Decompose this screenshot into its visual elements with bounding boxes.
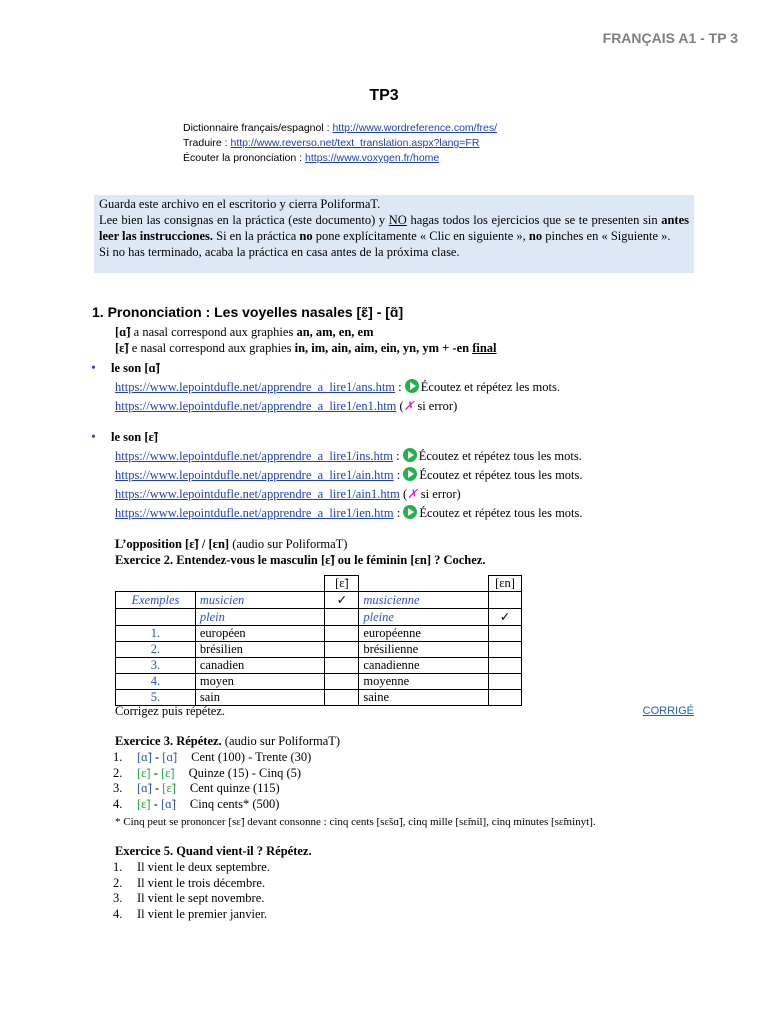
checkbox-cell-enn[interactable]: [488, 658, 521, 674]
resource-translate: Traduire : http://www.reverso.net/text_translation.aspx?lang=FR: [183, 137, 480, 149]
list-item: 2. [ɛ̃] - [ɛ̃] Quinze (15) - Cinq (5): [113, 765, 302, 780]
audio-link[interactable]: https://www.lepointdufle.net/apprendre_a_lire1/ain.htm: [115, 468, 394, 482]
link-row: https://www.lepointdufle.net/apprendre_a_lire1/ans.htm : Écoutez et répétez les mots.: [115, 380, 560, 394]
resource-dictionary: Dictionnaire français/espagnol : http://www.wordreference.com/fres/: [183, 122, 497, 134]
section-heading: 1. Prononciation : Les voyelles nasales [ɛ̃] - [ɑ̃]: [92, 304, 404, 320]
page-title: TP3: [369, 87, 399, 104]
exercise2-table: [115, 575, 522, 706]
x-icon: ✗: [407, 487, 418, 501]
resource-pronunciation: Écouter la prononciation : https://www.voxygen.fr/home: [183, 152, 440, 164]
exercise5-title: Exercice 5. Quand vient-il ? Répétez.: [115, 844, 312, 858]
checkmark-icon: ✓: [488, 609, 521, 626]
table-row: 3. canadien canadienne: [116, 658, 522, 674]
checkmark-icon: ✓: [325, 592, 359, 609]
son-e-heading: • le son [ɛ̃]: [91, 430, 159, 445]
list-item: 2. Il vient le trois décembre.: [113, 875, 266, 890]
course-header: FRANÇAIS A1 - TP 3: [602, 30, 738, 46]
corrigez-text: Corrigez puis répétez.: [115, 704, 226, 718]
checkbox-cell-en[interactable]: [325, 626, 359, 642]
dictionary-link[interactable]: http://www.wordreference.com/fres/: [332, 122, 497, 134]
exercise3-title: Exercice 3. Répétez. (audio sur PoliformaT): [115, 734, 341, 748]
table-row: 5. sain saine: [116, 690, 522, 706]
rule-a-nasal: [ɑ̃] a nasal correspond aux graphies an, am, en, em: [115, 325, 374, 339]
link-row: https://www.lepointdufle.net/apprendre_a_lire1/ien.htm : Écoutez et répétez tous les mots.: [115, 506, 583, 520]
list-item: 4. Il vient le premier janvier.: [113, 906, 268, 921]
pronunciation-link[interactable]: https://www.voxygen.fr/home: [305, 152, 440, 164]
resource-label: Dictionnaire: [183, 122, 239, 134]
rule-e-nasal: [ɛ̃] e nasal correspond aux graphies in, im, ain, aim, ein, yn, ym + -en final: [115, 341, 497, 355]
link-row: https://www.lepointdufle.net/apprendre_a_lire1/en1.htm (✗ si error): [115, 399, 458, 413]
table-header-row: [ɛ̃] [ɛn]: [116, 576, 522, 592]
exercise3-list: [113, 750, 311, 812]
footnote: * Cinq peut se prononcer [sɛ̃] devant consonne : cinq cents [sɛ̃sɑ̃], cinq mille [sɛ̃mil], cinq minutes [sɛ̃minyt].: [115, 816, 596, 828]
audio-link[interactable]: https://www.lepointdufle.net/apprendre_a_lire1/ien.htm: [115, 506, 394, 520]
son-a-heading: • le son [ɑ̃]: [91, 361, 160, 376]
list-item: 1. Il vient le deux septembre.: [113, 860, 270, 874]
table-row: 1. européen européenne: [116, 626, 522, 642]
play-icon: [403, 505, 417, 519]
checkbox-cell-en[interactable]: [325, 690, 359, 706]
checkbox-cell-enn[interactable]: [488, 642, 521, 658]
play-icon: [403, 467, 417, 481]
resource-label: Traduire: [183, 137, 222, 149]
resource-label: Écouter la prononciation: [183, 152, 297, 164]
link-row: https://www.lepointdufle.net/apprendre_a_lire1/ain.htm : Écoutez et répétez tous les mots.: [115, 468, 583, 482]
instructions-notice: Guarda este archivo en el escritorio y cierra PoliformaT. Lee bien las consignas en la práctica (este documento) y NO hagas todos los ejercicios que se te presenten sin antes leer las instrucciones. Si en la práctica no pone explícitamente « Clic en siguiente », no pinches en « Siguiente ». Si no has terminado, acaba la práctica en casa antes de la próxima clase.: [94, 195, 694, 273]
audio-link[interactable]: https://www.lepointdufle.net/apprendre_a_lire1/ins.htm: [115, 449, 393, 463]
list-item: 3. Il vient le sept novembre.: [113, 891, 265, 905]
list-item: 3. [ɑ̃] - [ɛ̃] Cent quinze (115): [113, 781, 280, 795]
audio-link[interactable]: https://www.lepointdufle.net/apprendre_a_lire1/ans.htm: [115, 380, 396, 394]
bullet-icon: •: [91, 361, 96, 376]
table-row: plein pleine ✓: [116, 609, 522, 626]
play-icon: [405, 379, 419, 393]
corrige-link[interactable]: CORRIGÉ: [642, 705, 694, 717]
table-row: 2. brésilien brésilienne: [116, 642, 522, 658]
link-row: https://www.lepointdufle.net/apprendre_a_lire1/ain1.htm (✗ si error): [115, 487, 461, 501]
checkbox-cell-en[interactable]: [325, 642, 359, 658]
checkbox-cell-enn[interactable]: [488, 690, 521, 706]
resource-links: [183, 121, 497, 166]
link-row: https://www.lepointdufle.net/apprendre_a_lire1/ins.htm : Écoutez et répétez tous les mots.: [115, 449, 582, 463]
exercise2-title: Exercice 2. Entendez-vous le masculin [ɛ̃] ou le féminin [ɛn] ? Cochez.: [115, 553, 486, 567]
play-icon: [403, 448, 417, 462]
table-row: Exemples musicien ✓ musicienne: [116, 592, 522, 609]
x-icon: ✗: [403, 399, 415, 413]
exercise5-list: [113, 860, 270, 922]
list-item: 4. [ɛ̃] - [ɑ̃] Cinq cents* (500): [113, 796, 280, 811]
translate-link[interactable]: http://www.reverso.net/text_translation.aspx?lang=FR: [230, 137, 480, 149]
checkbox-cell-enn[interactable]: [488, 626, 521, 642]
checkbox-cell-enn[interactable]: [488, 674, 521, 690]
checkbox-cell-en[interactable]: [325, 674, 359, 690]
list-item: 1. [ɑ̃] - [ɑ̃] Cent (100) - Trente (30): [113, 750, 312, 764]
bullet-icon: •: [91, 430, 96, 445]
audio-link[interactable]: https://www.lepointdufle.net/apprendre_a_lire1/en1.htm: [115, 399, 397, 413]
checkbox-cell-en[interactable]: [325, 658, 359, 674]
audio-link[interactable]: https://www.lepointdufle.net/apprendre_a_lire1/ain1.htm: [115, 487, 400, 501]
opposition-title: L’opposition [ɛ̃] / [ɛn] (audio sur PoliformaT): [115, 537, 348, 551]
table-row: 4. moyen moyenne: [116, 674, 522, 690]
